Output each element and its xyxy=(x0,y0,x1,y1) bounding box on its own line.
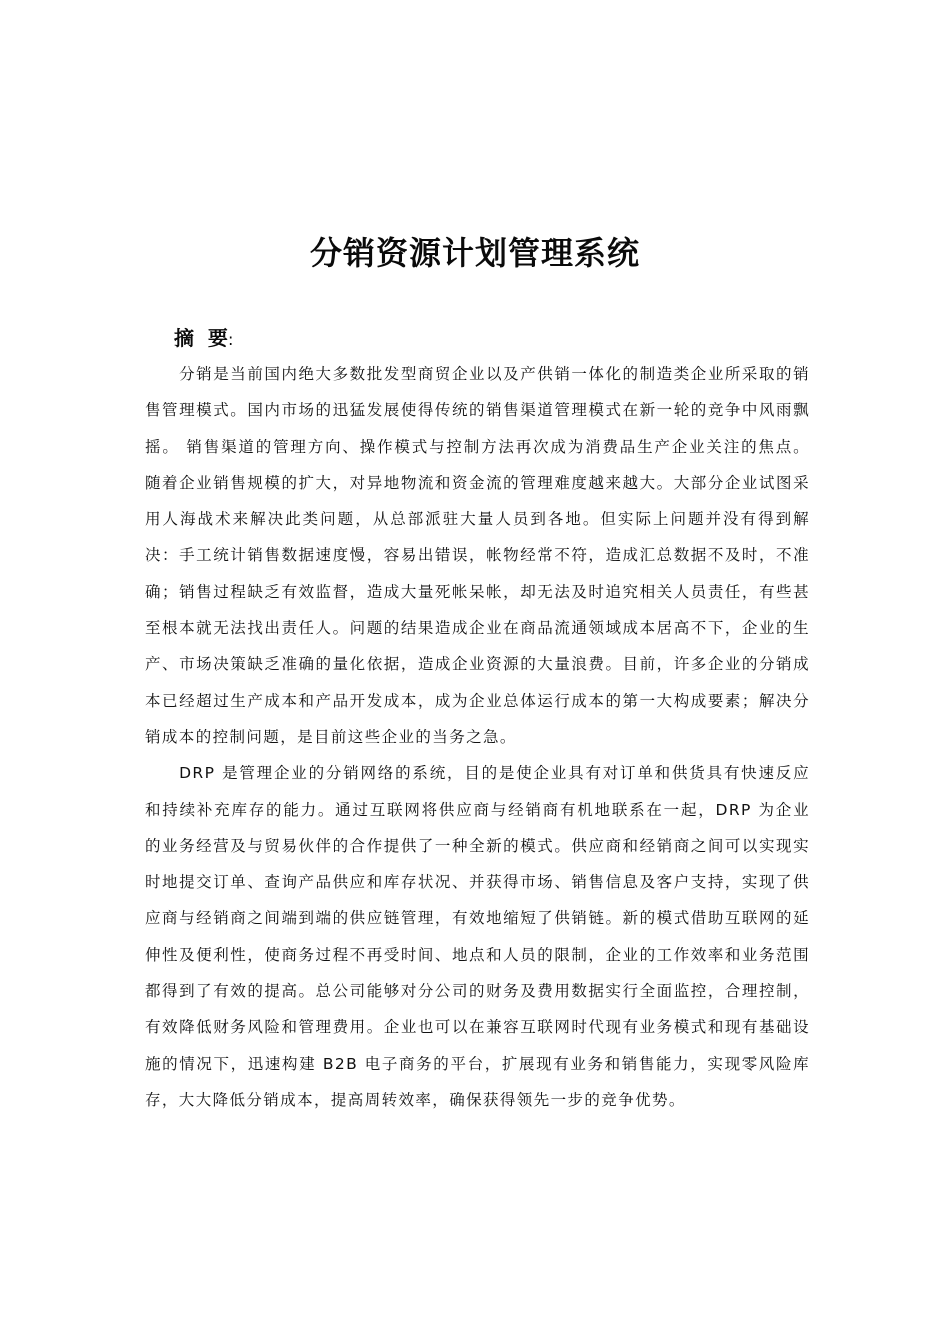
abstract-paragraph-2: DRP 是管理企业的分销网络的系统，目的是使企业具有对订单和供货具有快速反应和持续补充库存的能力。通过互联网将供应商与经销商有机地联系在一起，DRP 为企业的业务经营及与贸易伙伴的合作提供了一种全新的模式。供应商和经销商之间可以实现实时地提交订单、查询产品供应和库存状况、并获得市场、销售信息及客户支持，实现了供应商与经销商之间端到端的供应链管理，有效地缩短了供销链。新的模式借助互联网的延伸性及便利性，使商务过程不再受时间、地点和人员的限制，企业的工作效率和业务范围都得到了有效的提高。总公司能够对分公司的财务及费用数据实行全面监控，合理控制，有效降低财务风险和管理费用。企业也可以在兼容互联网时代现有业务模式和现有基础设施的情况下，迅速构建 B2B 电子商务的平台，扩展现有业务和销售能力，实现零风险库存，大大降低分销成本，提高周转效率，确保获得领先一步的竞争优势。 xyxy=(145,764,810,1109)
document-title: 分销资源计划管理系统 xyxy=(309,234,640,272)
abstract-body xyxy=(145,356,810,1118)
abstract-heading xyxy=(174,322,233,351)
abstract-label: 摘 要 xyxy=(174,326,228,350)
abstract-paragraph-1: 分销是当前国内绝大多数批发型商贸企业以及产供销一体化的制造类企业所采取的销售管理模式。国内市场的迅猛发展使得传统的销售渠道管理模式在新一轮的竞争中风雨飘摇。 销售渠道的管理方向、操作模式与控制方法再次成为消费品生产企业关注的焦点。随着企业销售规模的扩大，对异地物流和资金流的管理难度越来越大。大部分企业试图采用人海战术来解决此类问题，从总部派驻大量人员到各地。但实际上问题并没有得到解决：手工统计销售数据速度慢，容易出错误，帐物经常不符，造成汇总数据不及时，不准确；销售过程缺乏有效监督，造成大量死帐呆帐，却无法及时追究相关人员责任，有些甚至根本就无法找出责任人。问题的结果造成企业在商品流通领域成本居高不下，企业的生产、市场决策缺乏准确的量化依据，造成企业资源的大量浪费。目前，许多企业的分销成本已经超过生产成本和产品开发成本，成为企业总体运行成本的第一大构成要素；解决分销成本的控制问题，是目前这些企业的当务之急。 xyxy=(145,365,810,746)
abstract-colon: : xyxy=(227,330,234,349)
